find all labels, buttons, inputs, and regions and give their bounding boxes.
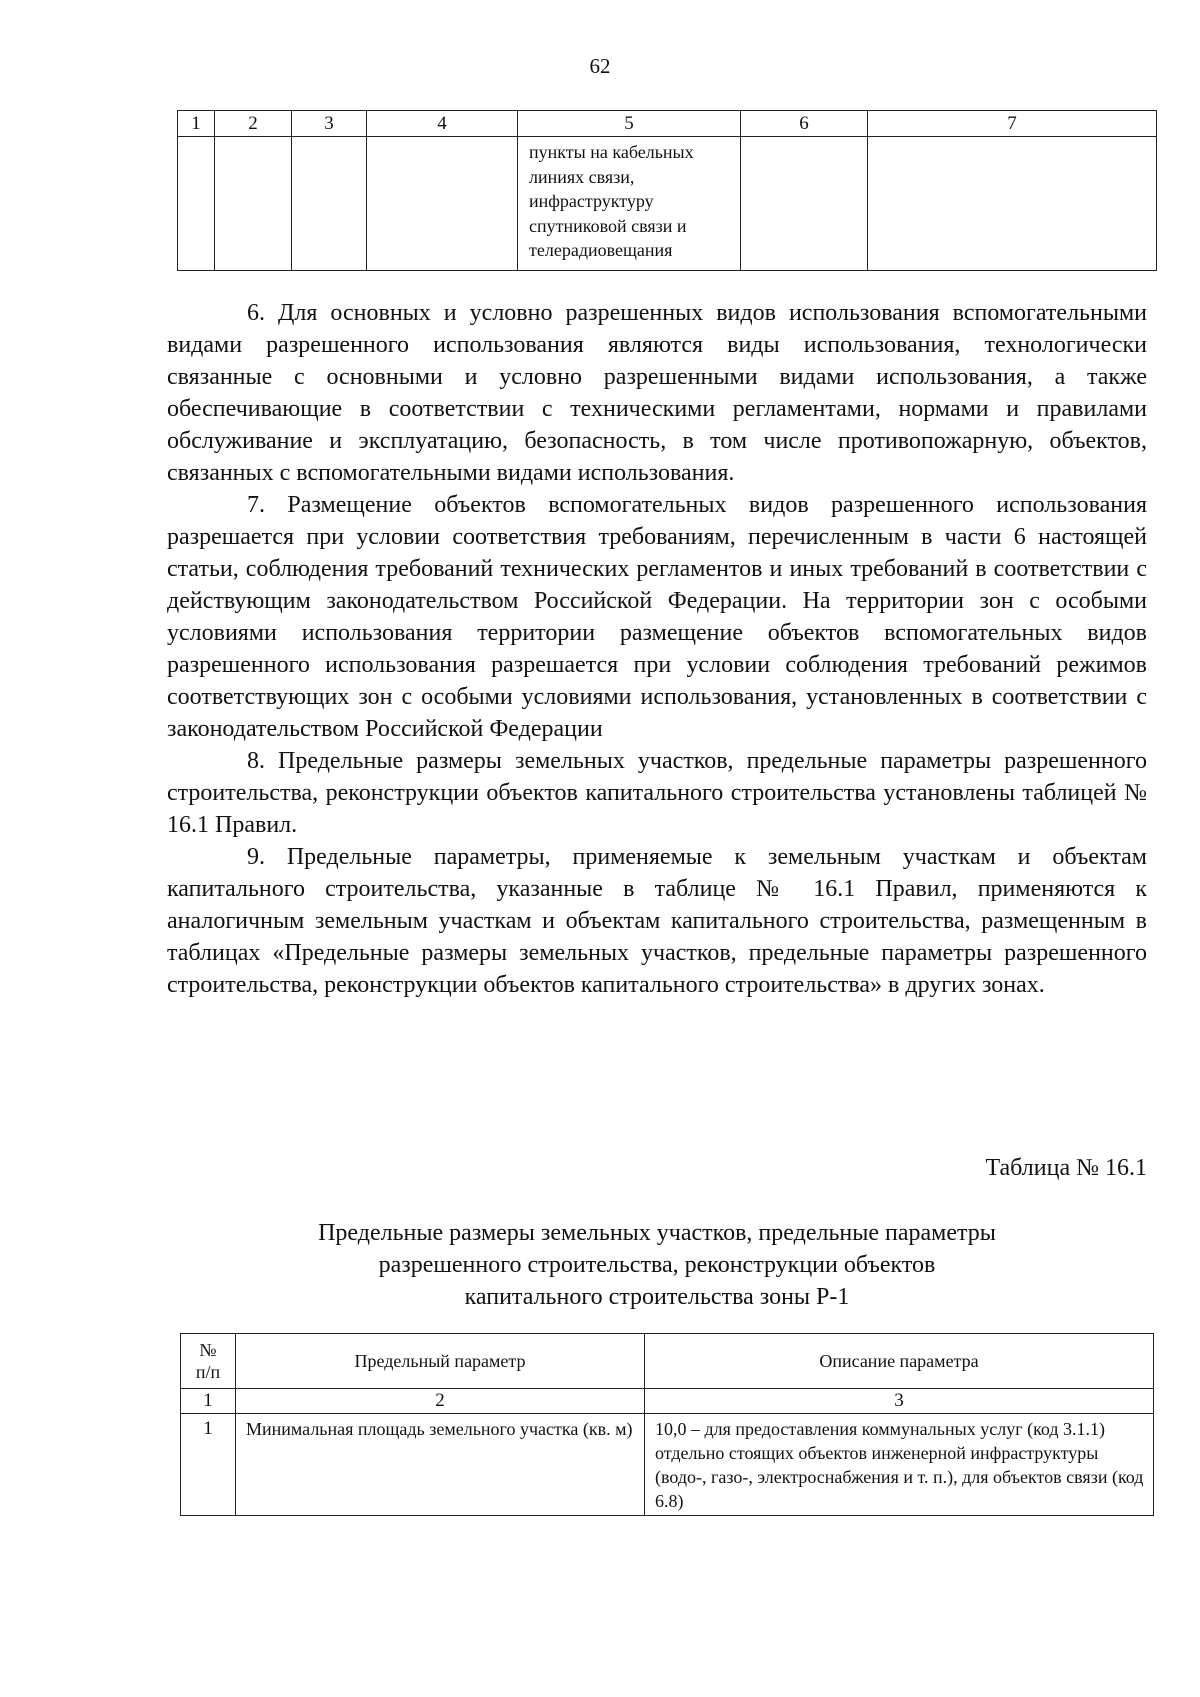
table-title-line: разрешенного строительства, реконструкции объектов xyxy=(378,1252,936,1278)
column-number: 3 xyxy=(292,111,367,137)
row-desc: 10,0 – для предоставления коммунальных услуг (код 3.1.1) отдельно стоящих объектов инженерной инфраструктуры (водо-, газо-, электроснабжения и т. п.), для объектов связи (код 6.8) xyxy=(645,1414,1154,1516)
column-number: 5 xyxy=(518,111,741,137)
table-cell xyxy=(741,137,868,271)
table-cell xyxy=(868,137,1157,271)
row-number: 1 xyxy=(181,1414,236,1516)
table-header-row xyxy=(181,1334,1154,1389)
column-number: 1 xyxy=(178,111,215,137)
paragraph-7: 7. Размещение объектов вспомогательных видов разрешенного использования разрешается при условии соответствия требованиям, перечисленным в части 6 настоящей статьи, соблюдения требований технических регламентов и иных требований в соответствии с действующим законодательством Российской Федерации. На территории зон с особыми условиями использования территории размещение объектов вспомогательных видов разрешенного использования разрешается при условии соблюдения требований режимов соответствующих зон с особыми условиями использования, установленных в соответствии с законодательством Российской Федерации xyxy=(167,492,1147,742)
table-title-line: Предельные размеры земельных участков, предельные параметры xyxy=(318,1220,996,1246)
table-cell-col5 xyxy=(518,137,741,271)
paragraph-6: 6. Для основных и условно разрешенных видов использования вспомогательными видами разрешенного использования являются виды использования, технологически связанные с основными и условно разрешенными видами использования, а также обеспечивающие в соответствии с техническими регламентами, нормами и правилами обслуживание и эксплуатацию, безопасность, в том числе противопожарную, объектов, связанных с вспомогательными видами использования. xyxy=(167,300,1147,486)
table-cell xyxy=(215,137,292,271)
header-num-line: п/п xyxy=(195,1362,221,1382)
parameters-table xyxy=(180,1333,1154,1516)
column-number: 1 xyxy=(181,1389,236,1414)
table-row xyxy=(178,137,1157,271)
paragraph-8: 8. Предельные размеры земельных участков, предельные параметры разрешенного строительства, реконструкции объектов капитального строительства установлены таблицей № 16.1 Правил. xyxy=(167,748,1147,838)
column-number: 2 xyxy=(215,111,292,137)
cell-line: линиях связи, xyxy=(529,166,635,187)
column-numbers-row xyxy=(181,1389,1154,1414)
column-number: 6 xyxy=(741,111,868,137)
header-num xyxy=(181,1334,236,1389)
cell-line: телерадиовещания xyxy=(529,240,673,260)
column-number: 7 xyxy=(868,111,1157,137)
page-number: 62 xyxy=(589,54,611,78)
table-cell xyxy=(178,137,215,271)
table-label: Таблица № 16.1 xyxy=(985,1155,1147,1181)
paragraph-9: 9. Предельные параметры, применяемые к земельным участкам и объектам капитального строительства, указанные в таблице № 16.1 Правил, применяются к аналогичным земельным участкам и объектам капитального строительства, размещенным в таблицах «Предельные размеры земельных участков, предельные параметры разрешенного строительства, реконструкции объектов капитального строительства» в других зонах. xyxy=(167,844,1147,998)
table-row xyxy=(181,1414,1154,1516)
column-number: 3 xyxy=(645,1389,1154,1414)
header-num-line: № xyxy=(199,1340,217,1360)
table-header-row xyxy=(178,111,1157,137)
column-number: 2 xyxy=(236,1389,645,1414)
table-cell xyxy=(292,137,367,271)
row-param: Минимальная площадь земельного участка (кв. м) xyxy=(236,1414,645,1516)
table-title-line: капитального строительства зоны Р-1 xyxy=(464,1284,850,1310)
table-title xyxy=(167,1217,1147,1313)
column-number: 4 xyxy=(367,111,518,137)
header-param: Предельный параметр xyxy=(236,1334,645,1389)
cell-line: инфраструктуру xyxy=(529,191,654,211)
header-desc: Описание параметра xyxy=(645,1334,1154,1389)
cell-line: спутниковой связи и xyxy=(529,215,687,236)
cell-line: пункты на кабельных xyxy=(529,142,694,162)
continuation-table xyxy=(177,110,1157,271)
table-cell xyxy=(367,137,518,271)
body-text xyxy=(167,297,1147,1001)
